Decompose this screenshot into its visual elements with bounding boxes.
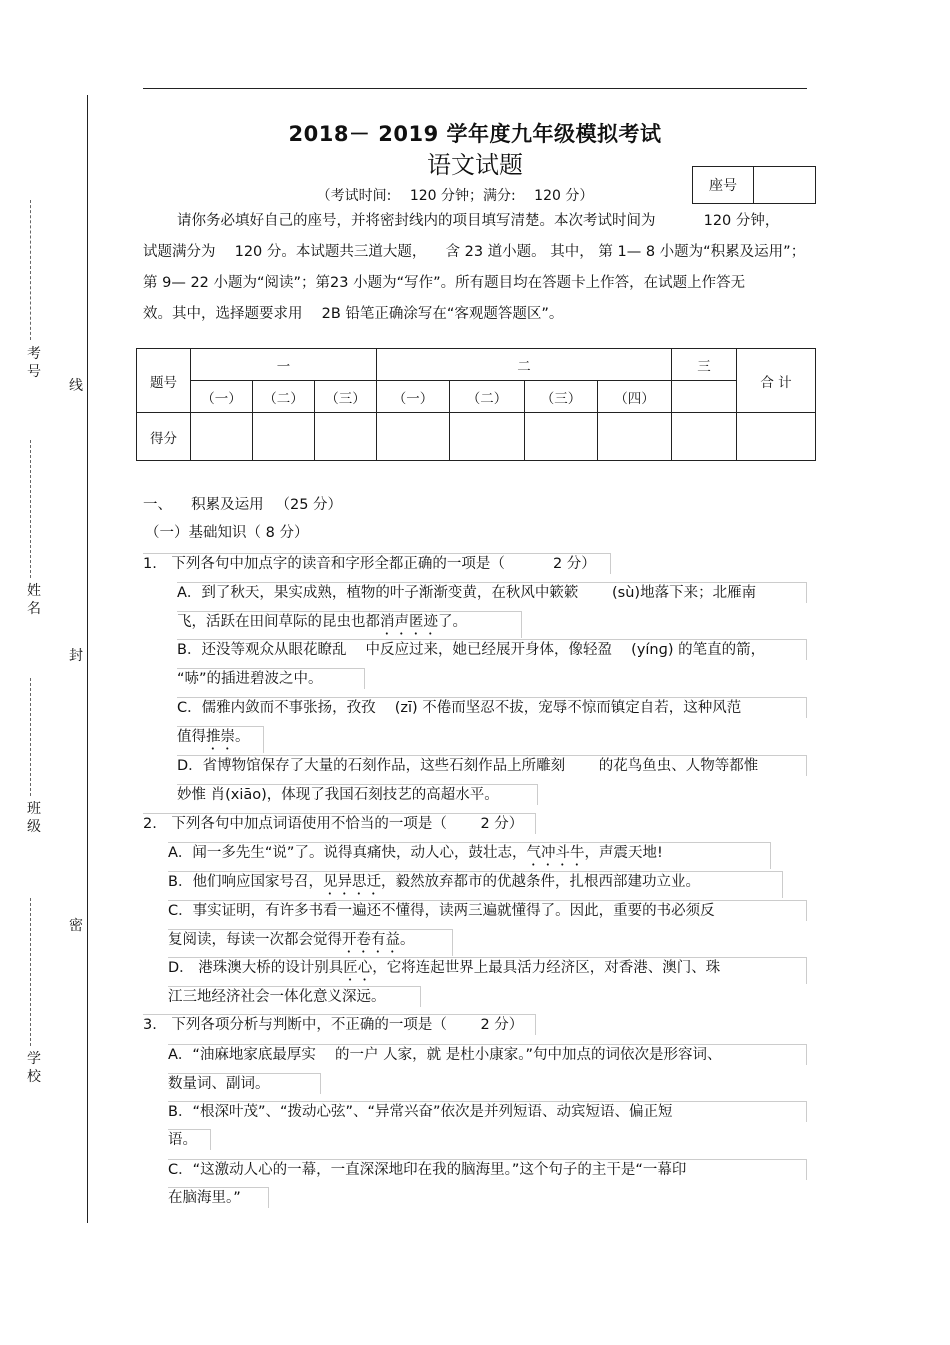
section-1-header: 一 [191, 349, 377, 381]
subhead: （三） [525, 381, 598, 413]
score-cell[interactable] [598, 413, 672, 461]
seat-number-field[interactable] [754, 167, 815, 203]
q2-option-c: C．事实证明，有许多书看一遍还不懂得，读两三遍就懂得了。因此，重要的书必须反 [168, 900, 807, 921]
seat-number-label: 座号 [693, 167, 754, 203]
q1-option-d-cont: 妙惟 肖(xiāo)，体现了我国石刻技艺的高超水平。 [177, 784, 538, 805]
q3-option-b-cont: 语。 [168, 1129, 211, 1150]
q1-c-text: 值得 [177, 729, 206, 745]
q3-option-b: B．“根深叶茂”、“拨动心弦”、“异常兴奋”依次是并列短语、动宾短语、偏正短 [168, 1101, 807, 1122]
row-label-score: 得分 [137, 413, 191, 461]
q2-a-dotted: 气冲斗牛 [526, 845, 585, 861]
section-2-header: 二 [377, 349, 672, 381]
q2-b-dotted: 见异思迁 [322, 874, 381, 890]
score-cell[interactable] [525, 413, 598, 461]
q2-d-end: ，它将连起世界上最具活力经济区，对香港、澳门、珠 [372, 960, 721, 976]
exam-number-blank [30, 200, 39, 340]
score-cell[interactable] [737, 413, 816, 461]
q2-option-d-cont: 江三地经济社会一体化意义深远。 [168, 986, 421, 1007]
q1-c-end: 。 [235, 729, 250, 745]
section-3-header: 三 [672, 349, 737, 381]
total-header: 合 计 [737, 349, 816, 413]
score-cell[interactable] [253, 413, 315, 461]
q1-option-b: B．还没等观众从眼花瞭乱 中反应过来，她已经展开身体，像轻盈 (yínɡ) 的笔直的箭， [177, 639, 807, 660]
score-cell[interactable] [191, 413, 253, 461]
q2-stem: 2. 下列各句中加点词语使用不恰当的一项是（ 2 分） [143, 813, 536, 834]
q2-d-text: D． 港珠澳大桥的设计别具 [168, 960, 344, 976]
time-info: （考试时间: 120 分钟；满分: 120 分） [316, 188, 594, 204]
q3-stem: 3. 下列各项分析与判断中，不正确的一项是（ 2 分） [143, 1014, 536, 1035]
subhead: （二） [450, 381, 525, 413]
name-blank [30, 440, 39, 578]
q1-option-a-cont [177, 611, 522, 638]
seat-number-box [692, 166, 816, 204]
score-table [136, 348, 816, 461]
q2-a-text: A．闻一多先生“说”了。说得真痛快，动人心，鼓壮志， [168, 845, 527, 861]
instructions [143, 206, 811, 330]
subhead: （三） [315, 381, 377, 413]
q2-b-end: ，毅然放弃都市的优越条件，扎根西部建功立业。 [380, 874, 700, 890]
q1-option-c: C．儒雅内敛而不事张扬，孜孜 (zī) 不倦而坚忍不拔，宠辱不惊而镇定自若，这种风范 [177, 697, 807, 718]
subject-title: 语文试题 [427, 151, 523, 179]
part1-heading: 一、 积累及运用 （25 分） [143, 497, 343, 513]
score-cell[interactable] [315, 413, 377, 461]
subhead: （二） [253, 381, 315, 413]
subhead: （一） [377, 381, 450, 413]
row-label-question: 题号 [137, 349, 191, 413]
part1-subheading: （一）基础知识（ 8 分） [145, 525, 309, 541]
instruction-line: 效。其中，选择题要求用 2B 铅笔正确涂写在“客观题答题区”。 [143, 306, 564, 322]
q3-option-a-cont: 数量词、副词。 [168, 1073, 321, 1094]
q1-option-a: A．到了秋天，果实成熟，植物的叶子渐渐变黄，在秋风中簌簌 (sù)地落下来；北雁南 [177, 582, 807, 603]
exam-title: 2018－ 2019 学年度九年级模拟考试 [288, 122, 662, 146]
q3-option-c: C．“这激动人心的一幕，一直深深地印在我的脑海里。”这个句子的主干是“一幕印 [168, 1159, 807, 1180]
q2-c-text: 复阅读，每读一次都会觉得 [168, 932, 342, 948]
score-cell[interactable] [672, 413, 737, 461]
score-cell[interactable] [377, 413, 450, 461]
q2-option-c-cont [168, 929, 453, 956]
school-blank [30, 898, 39, 1046]
q2-a-end: ，声震天地! [584, 845, 663, 861]
q1-stem: 1. 下列各句中加点字的读音和字形全都正确的一项是（ 2 分） [143, 553, 611, 574]
subhead: （四） [598, 381, 672, 413]
q1-option-b-cont: “哧”的插进碧波之中。 [177, 668, 365, 689]
subhead: （一） [191, 381, 253, 413]
q1-option-d: D．省博物馆保存了大量的石刻作品，这些石刻作品上所雕刻 的花鸟鱼虫、人物等都惟 [177, 755, 807, 776]
score-cell[interactable] [450, 413, 525, 461]
binding-line [87, 95, 88, 1223]
q3-option-c-cont: 在脑海里。” [168, 1187, 269, 1208]
class-blank [30, 678, 39, 796]
q3-option-a: A．“油麻地家底最厚实 的一户 人家，就 是杜小康家。”句中加点的词依次是形容词、 [168, 1044, 807, 1065]
binding-mark-secret: 密 [69, 918, 83, 934]
instruction-line: 第 9— 22 小题为“阅读”；第23 小题为“写作”。所有题目均在答题卡上作答，在试题上作答无 [143, 275, 746, 291]
q2-b-text: B．他们响应国家号召， [168, 874, 323, 890]
exam-number-label: 考号 [27, 346, 41, 380]
top-rule [143, 88, 807, 89]
instruction-line: 试题满分为 120 分。本试题共三道大题， 含 23 道小题。 其中， 第 1— 8 小题为“积累及运用”； [143, 244, 806, 260]
q1-a-end: 了。 [438, 614, 467, 630]
subhead-empty [672, 381, 737, 413]
q2-option-d [168, 957, 807, 984]
q2-option-a [168, 842, 771, 869]
instruction-line: 请你务必填好自己的座号，并将密封线内的项目填写清楚。本次考试时间为 120 分钟， [177, 213, 780, 229]
class-label: 班级 [27, 801, 41, 835]
q2-c-dotted: 开卷有益 [342, 932, 400, 948]
q1-option-c-cont [177, 726, 264, 753]
q1-a-text: 飞，活跃在田间草际的昆虫也都 [177, 614, 380, 630]
q1-a-dotted: 消声匿迹 [380, 614, 438, 630]
binding-mark-line: 线 [69, 378, 83, 394]
q2-d-dotted: 匠心 [343, 960, 373, 976]
binding-mark-seal: 封 [69, 648, 83, 664]
name-label: 姓名 [27, 583, 41, 617]
q2-option-b [168, 871, 783, 898]
q1-c-dotted: 推崇 [206, 729, 235, 745]
q2-c-end: 。 [400, 932, 415, 948]
school-label: 学校 [27, 1051, 41, 1085]
